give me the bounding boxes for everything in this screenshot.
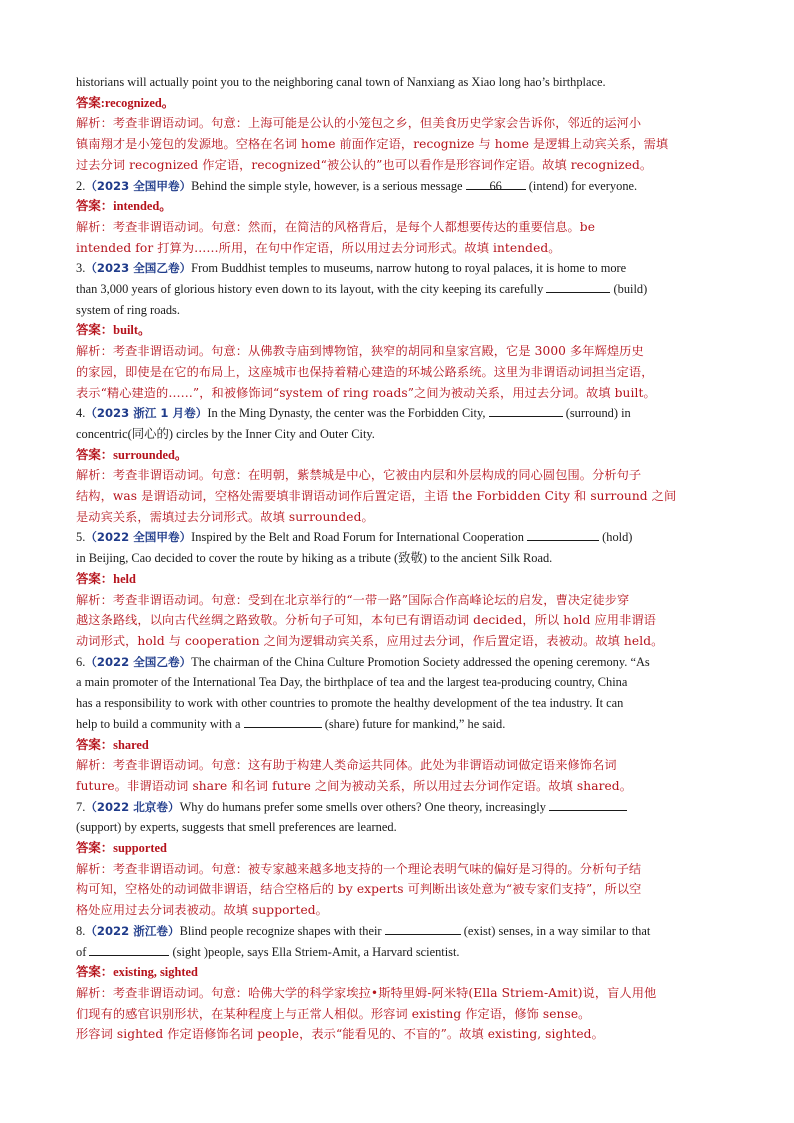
explanation-line: 解析：考查非谓语动词。句意：哈佛大学的科学家埃拉•斯特里姆-阿米特(Ella Striem-Amit)说，盲人用他 [76, 985, 657, 1000]
question-line [76, 942, 718, 963]
question-line [76, 403, 718, 424]
question-number: 8. [76, 923, 86, 938]
question-line [76, 693, 718, 714]
explanation-line: 解析：考查非谓语动词。句意：受到在北京举行的“一带一路”国际合作高峰论坛的启发，曹决定徒步穿 [76, 592, 630, 607]
exam-source: （2023 浙江 1 月卷） [85, 406, 208, 421]
question-item [76, 403, 718, 527]
answer-blank[interactable]: 66 [466, 176, 526, 190]
question-text-after-blank: (sight )people, says Ella Striem-Amit, a Harvard scientist. [172, 944, 460, 959]
answer-line: 答案：held [76, 571, 136, 586]
question-item [76, 797, 718, 921]
question-list [76, 72, 718, 1045]
explanation-line: intended for 打算为……所用，在句中作定语，所以用过去分词形式。故填 intended。 [76, 240, 561, 255]
answer-line: 答案：intended。 [76, 199, 172, 214]
question-line [76, 652, 718, 673]
explanation-line: 形容词 sighted 作定语修饰名词 people，表示“能看见的、不盲的”。故填 existing, sighted。 [76, 1027, 604, 1042]
question-line [76, 300, 718, 321]
explanation-line: 解析：考查非谓语动词。句意：上海可能是公认的小笼包之乡，但美食历史学家会告诉你，邻近的运河小 [76, 116, 642, 131]
answer-blank[interactable] [549, 797, 627, 811]
question-text: concentric(同心的) circles by the Inner City and Outer City. [76, 426, 375, 441]
explanation-line: 镇南翔才是小笼包的发源地。空格在名词 home 前面作定语，recognize 与 home 是逻辑上动宾关系，需填 [76, 137, 669, 152]
question-text: Inspired by the Belt and Road Forum for International Cooperation [191, 530, 524, 545]
question-item [76, 258, 718, 403]
answer-blank[interactable] [489, 403, 563, 417]
exam-source: （2022 全国乙卷） [85, 654, 192, 669]
question-line [76, 797, 718, 818]
question-text-after-blank: (share) future for mankind,” he said. [324, 716, 506, 731]
answer-blank[interactable] [89, 942, 169, 956]
intro-text-tail: historians will actually point you to the neighboring canal town of Nanxiang as Xiao long hao’s birthplace. [76, 75, 606, 89]
question-item [76, 93, 718, 176]
question-line [76, 714, 718, 735]
question-text: a main promoter of the International Tea Day, the birthplace of tea and the largest tea-producing country, China [76, 675, 628, 690]
question-text: Why do humans prefer some smells over others? One theory, increasingly [179, 799, 546, 814]
answer-blank[interactable] [527, 527, 599, 541]
explanation-line: 解析：考查非谓语动词。句意：从佛教寺庙到博物馆，狭窄的胡同和皇家宫殿，它是 3000 多年辉煌历史 [76, 344, 644, 359]
question-text-after-blank: (intend) for everyone. [528, 178, 638, 193]
document-page [76, 72, 718, 1045]
question-number: 2. [76, 178, 86, 193]
explanation-line: 解析：考查非谓语动词。句意：然而，在简洁的风格背后，是每个人都想要传达的重要信息。be [76, 219, 596, 234]
answer-line: 答案：supported [76, 841, 167, 856]
question-line [76, 672, 718, 693]
explanation-line: 们现有的感官识别形状，在某种程度上与正常人相似。形容词 existing 作定语，修饰 sense。 [76, 1006, 591, 1021]
question-line [76, 548, 718, 569]
question-number: 7. [76, 799, 86, 814]
explanation-line: 是动宾关系，需填过去分词形式。故填 surrounded。 [76, 509, 374, 524]
question-number: 6. [76, 654, 86, 669]
explanation-line: 解析：考查非谓语动词。句意：在明朝，紫禁城是中心，它被由内层和外层构成的同心圆包围。分析句子 [76, 468, 642, 483]
question-line [76, 817, 718, 838]
question-text: has a responsibility to work with other countries to promote the healthy development of the tea industry. It can [76, 696, 624, 711]
explanation-line: 结构，was 是谓语动词，空格处需要填非谓语动词作后置定语，主语 the Forbidden City 和 surround 之间 [76, 489, 677, 504]
question-text: Behind the simple style, however, is a serious message [191, 178, 463, 193]
answer-line: 答案：shared [76, 737, 149, 752]
question-item [76, 527, 718, 651]
explanation-line: 解析：考查非谓语动词。句意：这有助于构建人类命运共同体。此处为非谓语动词做定语来修饰名词 [76, 758, 617, 773]
exam-source: （2022 北京卷） [85, 799, 180, 814]
question-text: (support) by experts, suggests that smell preferences are learned. [76, 820, 397, 835]
question-text: than 3,000 years of glorious history even down to its layout, with the city keeping its carefully [76, 282, 544, 297]
explanation-line: 的家园，即使是在它的布局上，这座城市也保持着精心建造的环城公路系统。这里为非谓语动词担当定语， [76, 364, 654, 379]
explanation-line: 越这条路线，以向古代丝绸之路致敬。分析句子可知，本句已有谓语动词 decided，所以 hold 应用非谓语 [76, 613, 656, 628]
question-line [76, 279, 718, 300]
explanation-line: 动词形式，hold 与 cooperation 之间为逻辑动宾关系，应用过去分词，作后置定语，表被动。故填 held。 [76, 633, 664, 648]
question-text-after-blank: (build) [613, 282, 648, 297]
question-text-after-blank: (hold) [602, 530, 633, 545]
exam-source: （2022 浙江卷） [85, 923, 180, 938]
question-text: system of ring roads. [76, 302, 180, 317]
answer-line: 答案：existing, sighted [76, 965, 198, 980]
question-item [76, 652, 718, 797]
question-text: The chairman of the China Culture Promotion Society addressed the opening ceremony. “As [191, 654, 650, 669]
question-number: 3. [76, 261, 86, 276]
question-number: 4. [76, 406, 86, 421]
answer-blank[interactable] [385, 921, 461, 935]
question-text: help to build a community with a [76, 716, 241, 731]
exam-source: （2022 全国甲卷） [85, 530, 192, 545]
question-text-after-blank: (surround) in [565, 406, 631, 421]
answer-line: 答案：built。 [76, 323, 151, 338]
answer-blank[interactable] [546, 279, 610, 293]
answer-blank[interactable] [244, 714, 322, 728]
question-item [76, 921, 718, 1045]
question-text: In the Ming Dynasty, the center was the Forbidden City, [207, 406, 486, 421]
explanation-line: future。非谓语动词 share 和名词 future 之间为被动关系，所以用过去分词作定语。故填 shared。 [76, 778, 632, 793]
question-text: Blind people recognize shapes with their [179, 923, 382, 938]
explanation-line: 构可知，空格处的动词做非谓语，结合空格后的 by experts 可判断出该处意为“被专家们支持”，所以空 [76, 882, 642, 897]
explanation-line: 过去分词 recognized 作定语，recognized“被公认的”也可以看作是形容词作定语。故填 recognized。 [76, 157, 653, 172]
question-item [76, 176, 718, 259]
exam-source: （2023 全国乙卷） [85, 261, 192, 276]
explanation-line: 表示“精心建造的……”，和被修饰词“system of ring roads”之间为被动关系，用过去分词。故填 built。 [76, 385, 656, 400]
question-line [76, 527, 718, 548]
answer-line: 答案:recognized。 [76, 95, 175, 110]
question-text-after-blank: (exist) senses, in a way similar to that [463, 923, 651, 938]
explanation-line: 格处应用过去分词表被动。故填 supported。 [76, 903, 328, 918]
question-line [76, 176, 718, 197]
question-line [76, 921, 718, 942]
question-text: in Beijing, Cao decided to cover the route by hiking as a tribute (致敬) to the ancient Silk Road. [76, 551, 553, 566]
exam-source: （2023 全国甲卷） [85, 178, 192, 193]
question-number: 5. [76, 530, 86, 545]
question-text: From Buddhist temples to museums, narrow hutong to royal palaces, it is home to more [191, 261, 627, 276]
answer-line: 答案：surrounded。 [76, 447, 188, 462]
question-text: of [76, 944, 87, 959]
question-line [76, 424, 718, 445]
question-line [76, 258, 718, 279]
explanation-line: 解析：考查非谓语动词。句意：被专家越来越多地支持的一个理论表明气味的偏好是习得的。分析句子结 [76, 861, 642, 876]
